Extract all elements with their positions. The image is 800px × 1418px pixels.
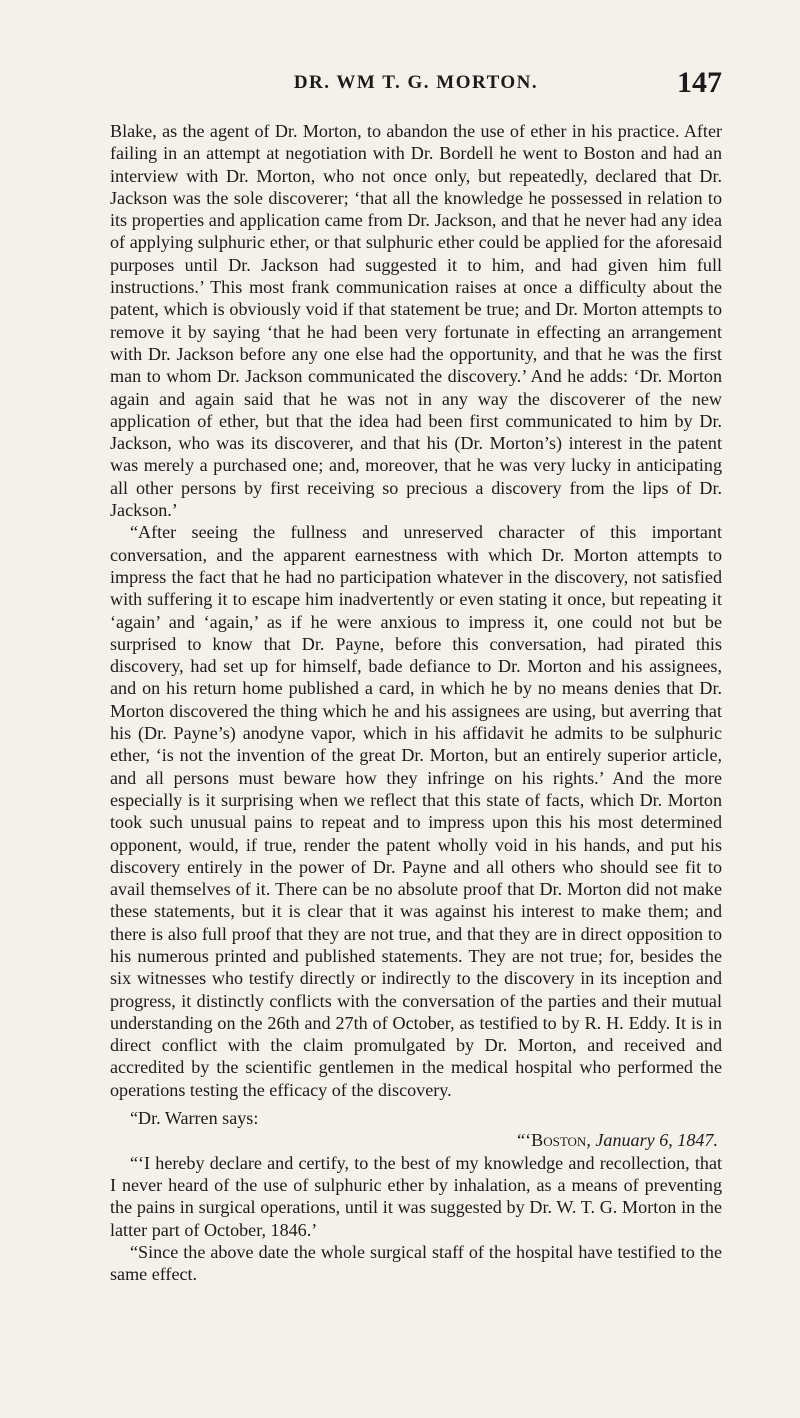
dateline-date: January 6, 1847.	[595, 1130, 718, 1151]
running-head	[110, 66, 722, 112]
paragraph-3: “Dr. Warren says:	[130, 1108, 259, 1129]
paragraph-5: “Since the above date the whole surgical staff of the hospital have testified to the same effect.	[110, 1241, 722, 1285]
dateline-place: “‘Boston,	[517, 1130, 591, 1151]
paragraph-1: Blake, as the agent of Dr. Morton, to abandon the use of ether in his practice. After failing in an attempt at negotiation with Dr. Bordell he went to Boston and had an interview with Dr. Morton, who not once only, but repeatedly, declared that Dr. Jackson was the sole discoverer; ‘that all the knowledge he possessed in relation to its properties and application came from Dr. Jackson, and that he never had any idea of applying sulphuric ether, or that sulphuric ether could be applied for the aforesaid purposes until Dr. Jackson had suggested it to him, and had given him full instructions.’ This most frank communication raises at once a difficulty about the patent, which is obviously void if that statement be true; and Dr. Morton attempts to remove it by saying ‘that he had been very fortunate in effecting an arrangement with Dr. Jackson before any one else had the opportunity, and that he was the first man to whom Dr. Jackson communicated the discovery.’ And he adds: ‘Dr. Morton again and again said that he was not in any way the discoverer of the new application of ether, but that the idea had been first communicated to him by Dr. Jackson, who was its discoverer, and that his (Dr. Morton’s) interest in the patent was merely a purchased one; and, moreover, that he was very lucky in anticipating all other persons by first receiving so precious a discovery from the lips of Dr. Jackson.’	[110, 121, 722, 521]
paragraph-2: “After seeing the fullness and unreserved character of this important conversation, and the apparent earnestness with which Dr. Morton attempts to impress the fact that he had no participation whatever in the discovery, not satisfied with suffering it to escape him inadvertently or even stating it once, but repeating it ‘again’ and ‘again,’ as if he were anxious to impress it, one could not but be surprised to know that Dr. Payne, before this conversation, had pirated this discovery, had set up for himself, bade defiance to Dr. Morton and his assignees, and on his return home published a card, in which he by no means denies that Dr. Morton discovered the thing which he and his assignees are using, but averring that his (Dr. Payne’s) anodyne vapor, which in his affidavit he admits to be sulphuric ether, ‘is not the invention of the great Dr. Morton, but an entirely superior article, and all persons must beware how they infringe on his rights.’ And the more especially is it surprising when we reflect that this state of facts, which Dr. Morton took such unusual pains to repeat and to impress upon this his most determined opponent, would, if true, render the patent wholly void in his hands, and put his discovery entirely in the power of Dr. Payne and all others who should see fit to avail themselves of it. There can be no absolute proof that Dr. Morton did not make these statements, but it is clear that it was against his interest to make them; and there is also full proof that they are not true, and that they are in direct opposition to his numerous printed and published statements. They are not true; for, besides the six witnesses who testify directly or indirectly to the discovery in its inception and progress, it distinctly conflicts with the conversation of the parties and their mutual understanding on the 26th and 27th of October, as testified to by R. H. Eddy. It is in direct conflict with the claim promulgated by Dr. Morton, and received and accredited by the scientific gentlemen in the medical hospital who performed the operations testing the efficacy of the discovery.	[110, 522, 722, 1100]
paragraph-4: “‘I hereby declare and certify, to the best of my knowledge and recollection, that I never heard of the use of sulphuric ether by inhalation, as a means of preventing the pains in surgical operations, until it was suggested by Dr. W. T. G. Morton in the latter part of October, 1846.’	[110, 1152, 722, 1240]
dateline	[110, 1129, 722, 1151]
book-page	[0, 66, 800, 1418]
page-number: 147	[677, 66, 722, 99]
running-title: DR. WM T. G. MORTON.	[293, 72, 539, 93]
body-text	[110, 120, 722, 1285]
